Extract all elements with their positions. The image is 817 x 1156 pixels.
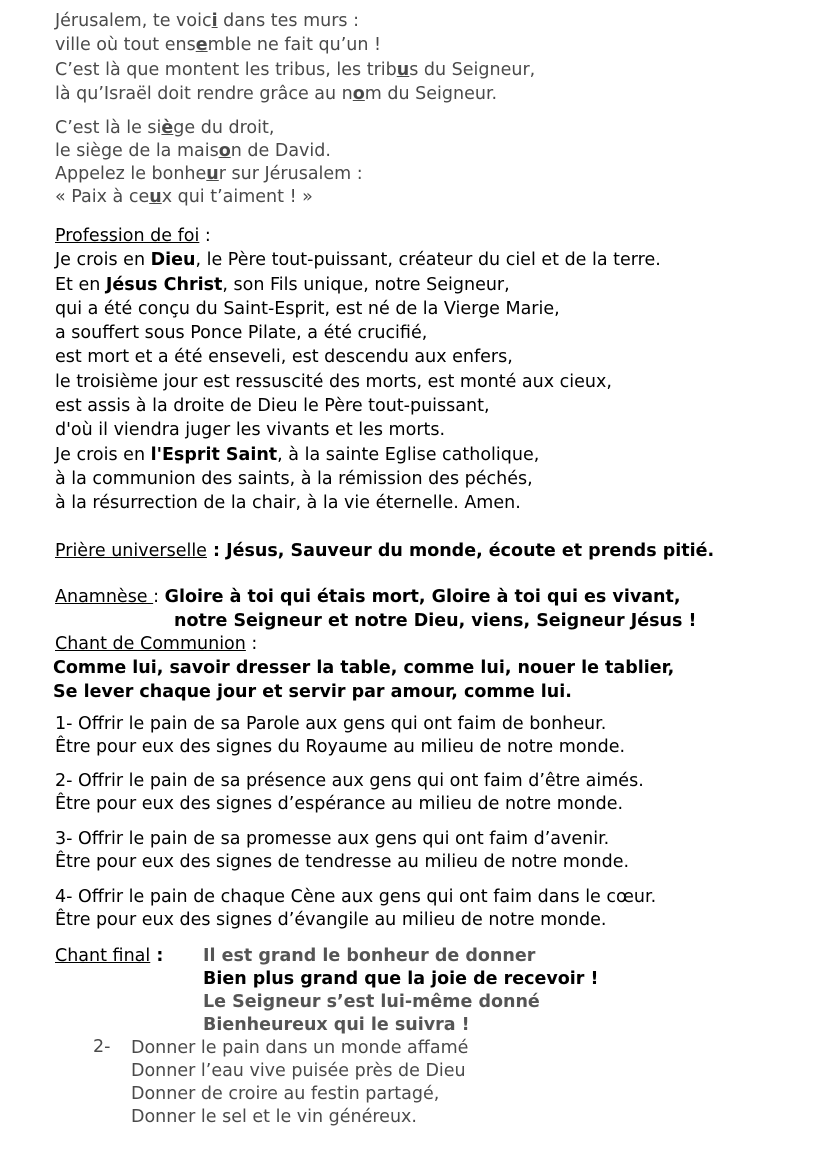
verse-line: Donner le sel et le vin généreux.: [131, 1107, 417, 1127]
prayer-refrain: : Jésus, Sauveur du monde, écoute et prends pitié.: [206, 541, 715, 561]
prayer-section: [55, 539, 714, 563]
anamnesis-section: [55, 585, 696, 634]
creed-line: d'où il viendra juger les vivants et les morts.: [55, 420, 446, 441]
prayer-line: [55, 539, 714, 563]
creed-line: Je crois en Dieu, le Père tout-puissant, créateur du ciel et de la terre.: [55, 250, 661, 271]
refrain-line: Bien plus grand que la joie de recevoir !: [203, 969, 599, 989]
verse-line: Donner de croire au festin partagé,: [131, 1084, 440, 1104]
final-heading: [55, 945, 163, 968]
psalm-line: ville où tout ensemble ne fait qu’un !: [55, 35, 382, 56]
creed-line: Et en Jésus Christ, son Fils unique, notre Seigneur,: [55, 274, 510, 295]
psalm-line: « Paix à ceux qui t’aiment ! »: [55, 187, 313, 207]
refrain-line: Il est grand le bonheur de donner: [203, 946, 536, 966]
verse-line: Donner le pain dans un monde affamé: [131, 1038, 469, 1058]
verse-line: Être pour eux des signes de tendresse au milieu de notre monde.: [55, 852, 630, 872]
communion-section: [55, 632, 257, 656]
communion-refrain: [53, 656, 674, 705]
final-verse-number: 2-: [93, 1037, 111, 1057]
psalm-stanza-1: [55, 9, 535, 106]
refrain-line: Bienheureux qui le suivra !: [203, 1015, 470, 1035]
psalm-line: Appelez le bonheur sur Jérusalem :: [55, 164, 363, 184]
communion-verse-3: [55, 828, 629, 874]
anamnesis-heading: Anamnèse: [55, 587, 154, 607]
verse-line: 4- Offrir le pain de chaque Cène aux gens qui ont faim dans le cœur.: [55, 887, 657, 907]
creed-line: à la communion des saints, à la rémission des péchés,: [55, 468, 533, 489]
verse-line: 1- Offrir le pain de sa Parole aux gens qui ont faim de bonheur.: [55, 714, 607, 734]
psalm-line: C’est là que montent les tribus, les tribus du Seigneur,: [55, 59, 536, 80]
verse-line: 3- Offrir le pain de sa promesse aux gens qui ont faim d’avenir.: [55, 829, 610, 849]
final-verse: [131, 1037, 468, 1129]
creed-line: est assis à la droite de Dieu le Père tout-puissant,: [55, 396, 490, 417]
verse-line: Être pour eux des signes d’espérance au milieu de notre monde.: [55, 794, 624, 814]
communion-verse-2: [55, 770, 644, 816]
psalm-line: Jérusalem, te voici dans tes murs :: [55, 11, 359, 31]
psalm-line: le siège de la maison de David.: [55, 141, 331, 161]
psalm-line: C’est là le siège du droit,: [55, 118, 275, 138]
creed-heading: Profession de foi :: [55, 226, 211, 246]
communion-verse-1: [55, 713, 625, 759]
psalm-stanza-2: [55, 117, 363, 209]
creed-line: Je crois en l'Esprit Saint, à la sainte Eglise catholique,: [55, 444, 540, 465]
creed-line: à la résurrection de la chair, à la vie éternelle. Amen.: [55, 493, 521, 514]
creed-section: [55, 224, 661, 516]
creed-line: est mort et a été enseveli, est descendu aux enfers,: [55, 347, 513, 368]
verse-line: Donner l’eau vive puisée près de Dieu: [131, 1061, 466, 1081]
creed-line: qui a été conçu du Saint-Esprit, est né de la Vierge Marie,: [55, 298, 560, 319]
anamnesis-line: Anamnèse : Gloire à toi qui étais mort, Gloire à toi qui es vivant,: [55, 587, 681, 607]
anamnesis-line: notre Seigneur et notre Dieu, viens, Seigneur Jésus !: [174, 611, 697, 632]
creed-line: a souffert sous Ponce Pilate, a été crucifié,: [55, 323, 428, 344]
refrain-line: Comme lui, savoir dresser la table, comme lui, nouer le tablier,: [53, 658, 675, 678]
communion-heading: Chant de Communion :: [55, 634, 258, 654]
communion-verse-4: [55, 886, 656, 932]
verse-line: Être pour eux des signes du Royaume au milieu de notre monde.: [55, 737, 626, 757]
final-heading-line: Chant final :: [55, 946, 164, 966]
refrain-line: Le Seigneur s’est lui-même donné: [203, 992, 540, 1012]
verse-line: 2- Offrir le pain de sa présence aux gens qui ont faim d’être aimés.: [55, 771, 644, 791]
creed-line: le troisième jour est ressuscité des morts, est monté aux cieux,: [55, 371, 612, 392]
verse-line: Être pour eux des signes d’évangile au milieu de notre monde.: [55, 910, 607, 930]
refrain-line: Se lever chaque jour et servir par amour, comme lui.: [53, 682, 572, 703]
psalm-line: là qu’Israël doit rendre grâce au nom du Seigneur.: [55, 83, 498, 104]
final-refrain: [203, 945, 599, 1037]
prayer-heading: Prière universelle: [55, 541, 207, 561]
